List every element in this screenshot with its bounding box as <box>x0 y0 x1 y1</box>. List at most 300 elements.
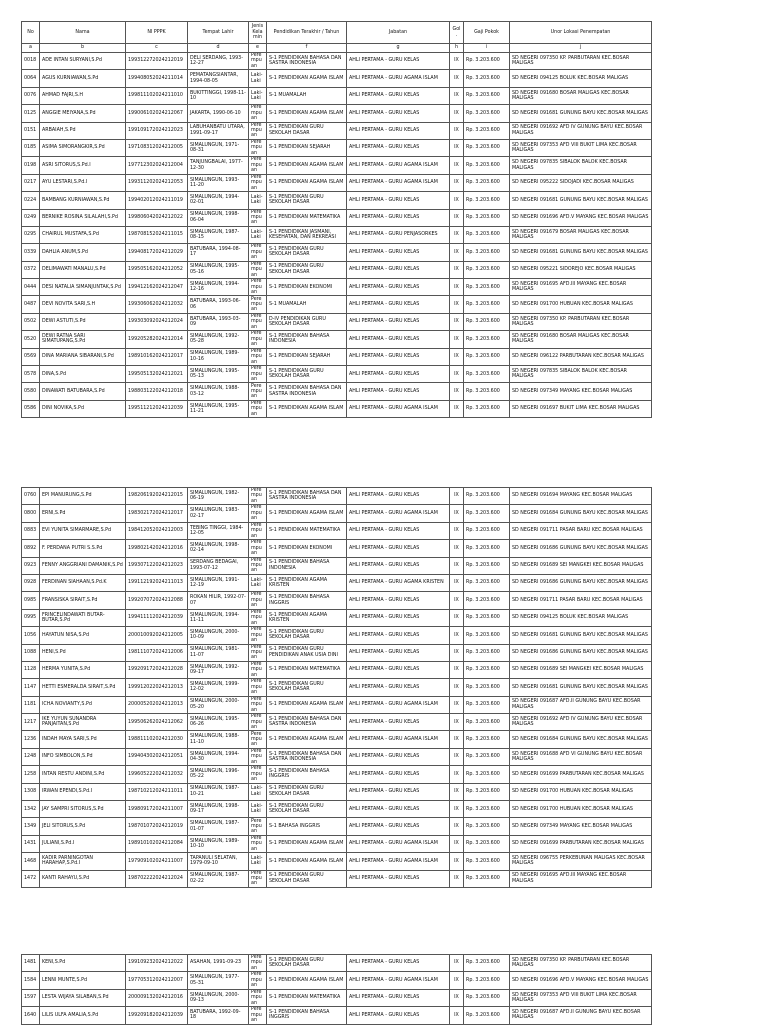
cell-ni-pppk: 198701072024212019 <box>126 818 188 835</box>
cell-unor: SD NEGERI 091686 GUNUNG BAYU KEC.BOSAR MALIGAS <box>510 644 652 661</box>
cell-pendidikan: S-1 PENDIDIKAN MATEMATIKA <box>267 209 347 226</box>
cell-tempat-lahir: SIMALUNGUN, 1996-05-22 <box>188 766 249 783</box>
cell-tempat-lahir: TANJUNGBALAI, 1977-12-30 <box>188 157 249 174</box>
cell-gol: IX <box>450 835 464 852</box>
table-row <box>22 853 652 870</box>
table-row <box>22 696 652 713</box>
cell-jenis-kelamin: Perempuan <box>249 331 267 348</box>
cell-nama: AHMAD FAJRI,S.H <box>40 87 126 104</box>
cell-ni-pppk: 198710212024211011 <box>126 783 188 800</box>
cell-nama: BAMBANG KURNIAWAN,S.Pd <box>40 192 126 209</box>
cell-no: 1431 <box>22 835 40 852</box>
cell-gol: IX <box>450 818 464 835</box>
cell-gol: IX <box>450 557 464 574</box>
table-row <box>22 557 652 574</box>
cell-gaji-pokok: Rp. 3.203.600 <box>464 644 510 661</box>
cell-no: 1088 <box>22 644 40 661</box>
table-row <box>22 192 652 209</box>
cell-gol: IX <box>450 331 464 348</box>
table-row <box>22 714 652 731</box>
cell-unor: SD NEGERI 091681 GUNUNG BAYU KEC.BOSAR MALIGAS <box>510 627 652 644</box>
cell-tempat-lahir: SIMALUNGUN, 1989-10-16 <box>188 348 249 365</box>
cell-jenis-kelamin: Perempuan <box>249 592 267 609</box>
cell-gaji-pokok: Rp. 3.203.600 <box>464 1007 510 1024</box>
cell-no: 0578 <box>22 366 40 383</box>
cell-pendidikan: S-1 PENDIDIKAN AGAMA ISLAM <box>267 70 347 87</box>
cell-no: 0760 <box>22 488 40 505</box>
cell-unor: SD NEGERI 097350 KP. PARBUTARAN KEC.BOSAR MALIGAS <box>510 53 652 70</box>
cell-jabatan: AHLI PERTAMA - GURU KELAS <box>347 801 450 818</box>
cell-jenis-kelamin: Laki-Laki <box>249 70 267 87</box>
table-row <box>22 139 652 156</box>
cell-ni-pppk: 199109172024212023 <box>126 122 188 139</box>
cell-jabatan: AHLI PERTAMA - GURU KELAS <box>347 714 450 731</box>
cell-tempat-lahir: SIMALUNGUN, 2000-05-20 <box>188 696 249 713</box>
cell-ni-pppk: 199605222024212032 <box>126 766 188 783</box>
cell-no: 1349 <box>22 818 40 835</box>
cell-ni-pppk: 199112192024211013 <box>126 574 188 591</box>
cell-jenis-kelamin: Perempuan <box>249 279 267 296</box>
cell-pendidikan: S-1 PENDIDIKAN GURU SEKOLAH DASAR <box>267 801 347 818</box>
cell-no: 1056 <box>22 627 40 644</box>
table-row <box>22 174 652 191</box>
cell-no: 0800 <box>22 505 40 522</box>
table-row <box>22 731 652 748</box>
cell-gaji-pokok: Rp. 3.203.600 <box>464 366 510 383</box>
table-row <box>22 383 652 400</box>
cell-ni-pppk: 199912022024212013 <box>126 679 188 696</box>
cell-unor: SD NEGERI 091711 PASAR BARU KEC.BOSAR MALIGAS <box>510 592 652 609</box>
cell-nama: INDAH MAYA SARI,S.Pd <box>40 731 126 748</box>
table-row <box>22 70 652 87</box>
cell-ni-pppk: 199408172024212029 <box>126 244 188 261</box>
cell-unor: SD NEGERI 091687 AFD.II GUNUNG BAYU KEC.BOSAR MALIGAS <box>510 696 652 713</box>
table-row <box>22 157 652 174</box>
cell-jenis-kelamin: Perempuan <box>249 1007 267 1024</box>
cell-jabatan: AHLI PERTAMA - GURU AGAMA ISLAM <box>347 505 450 522</box>
cell-jenis-kelamin: Perempuan <box>249 989 267 1006</box>
cell-tempat-lahir: BATUBARA, 1994-08-17 <box>188 244 249 261</box>
cell-pendidikan: S-1 PENDIDIKAN AGAMA ISLAM <box>267 400 347 417</box>
cell-jabatan: AHLI PERTAMA - GURU KELAS <box>347 540 450 557</box>
table-row <box>22 801 652 818</box>
cell-tempat-lahir: SIMALUNGUN, 1999-12-02 <box>188 679 249 696</box>
cell-nama: HETTI ESMERALDA SIRAIT,S.Pd <box>40 679 126 696</box>
cell-gaji-pokok: Rp. 3.203.600 <box>464 400 510 417</box>
cell-jabatan: AHLI PERTAMA - GURU KELAS <box>347 818 450 835</box>
cell-jabatan: AHLI PERTAMA - GURU KELAS <box>347 331 450 348</box>
cell-jabatan: AHLI PERTAMA - GURU AGAMA KRISTEN <box>347 574 450 591</box>
cell-jenis-kelamin: Perempuan <box>249 313 267 330</box>
cell-nama: ICHA NOVIANTY,S.Pd <box>40 696 126 713</box>
cell-gol: IX <box>450 522 464 539</box>
cell-tempat-lahir: SIMALUNGUN, 1981-11-07 <box>188 644 249 661</box>
cell-pendidikan: S-1 PENDIDIKAN BAHASA DAN SASTRA INDONESIA <box>267 714 347 731</box>
cell-gol: IX <box>450 505 464 522</box>
cell-gaji-pokok: Rp. 3.203.600 <box>464 139 510 156</box>
table-row <box>22 818 652 835</box>
cell-tempat-lahir: SIMALUNGUN, 1998-06-04 <box>188 209 249 226</box>
cell-gol: IX <box>450 105 464 122</box>
cell-jabatan: AHLI PERTAMA - GURU KELAS <box>347 296 450 313</box>
cell-no: 1248 <box>22 748 40 765</box>
cell-unor: SD NEGERI 091681 GUNUNG BAYU KEC.BOSAR MALIGAS <box>510 679 652 696</box>
cell-nama: LESTA WIJAYA SILABAN,S.Pd <box>40 989 126 1006</box>
table-page-2 <box>21 487 651 888</box>
cell-gol: IX <box>450 348 464 365</box>
cell-jenis-kelamin: Laki-Laki <box>249 853 267 870</box>
cell-unor: SD NEGERI 097353 AFD VIII BUKIT LIMA KEC.BOSAR MALIGAS <box>510 139 652 156</box>
table-row <box>22 105 652 122</box>
table-row <box>22 348 652 365</box>
cell-no: 0185 <box>22 139 40 156</box>
cell-nama: INFO SIMBOLON,S.Pd <box>40 748 126 765</box>
cell-jenis-kelamin: Perempuan <box>249 557 267 574</box>
cell-ni-pppk: 199307122024212023 <box>126 557 188 574</box>
cell-unor: SD NEGERI 091681 GUNUNG BAYU KEC.BOSAR MALIGAS <box>510 192 652 209</box>
cell-nama: DELIMAWATI MANALU,S.Pd <box>40 261 126 278</box>
cell-jabatan: AHLI PERTAMA - GURU KELAS <box>347 955 450 972</box>
cell-no: 0995 <box>22 609 40 626</box>
cell-jenis-kelamin: Laki-Laki <box>249 801 267 818</box>
cell-gol: IX <box>450 644 464 661</box>
cell-ni-pppk: 198111072024212006 <box>126 644 188 661</box>
cell-nama: DAHLIA ANUM,S.Pd <box>40 244 126 261</box>
cell-gol: IX <box>450 679 464 696</box>
cell-unor: SD NEGERI 091699 PARBUTARAN KEC.BOSAR MALIGAS <box>510 766 652 783</box>
cell-no: 1584 <box>22 972 40 989</box>
cell-ni-pppk: 199006102024212067 <box>126 105 188 122</box>
cell-jenis-kelamin: Perempuan <box>249 366 267 383</box>
cell-nama: JELI SITORUS,S.Pd <box>40 818 126 835</box>
cell-gaji-pokok: Rp. 3.203.600 <box>464 383 510 400</box>
cell-gol: IX <box>450 87 464 104</box>
cell-gaji-pokok: Rp. 3.203.600 <box>464 557 510 574</box>
cell-nama: JAY SAMPRI SITORUS,S.Pd <box>40 801 126 818</box>
cell-no: 1342 <box>22 801 40 818</box>
cell-no: 1217 <box>22 714 40 731</box>
cell-ni-pppk: 199408052024211014 <box>126 70 188 87</box>
cell-jabatan: AHLI PERTAMA - GURU KELAS <box>347 366 450 383</box>
cell-no: 0224 <box>22 192 40 209</box>
cell-pendidikan: S-1 PENDIDIKAN GURU SEKOLAH DASAR <box>267 679 347 696</box>
cell-tempat-lahir: BUKITTINGGI, 1998-11-10 <box>188 87 249 104</box>
cell-jabatan: AHLI PERTAMA - GURU KELAS <box>347 313 450 330</box>
cell-gaji-pokok: Rp. 3.203.600 <box>464 955 510 972</box>
cell-pendidikan: S-1 PENDIDIKAN AGAMA ISLAM <box>267 157 347 174</box>
cell-jenis-kelamin: Perempuan <box>249 870 267 887</box>
cell-jabatan: AHLI PERTAMA - GURU KELAS <box>347 139 450 156</box>
cell-no: 0339 <box>22 244 40 261</box>
cell-ni-pppk: 198302172024212017 <box>126 505 188 522</box>
cell-no: 0487 <box>22 296 40 313</box>
table-row <box>22 313 652 330</box>
cell-no: 0444 <box>22 279 40 296</box>
cell-nama: DINA,S.Pd <box>40 366 126 383</box>
cell-pendidikan: S-1 PENDIDIKAN MATEMATIKA <box>267 989 347 1006</box>
cell-tempat-lahir: SIMALUNGUN, 1989-10-10 <box>188 835 249 852</box>
cell-gol: IX <box>450 540 464 557</box>
header-jenis-kelamin: Jenis Kelamin <box>249 22 267 44</box>
cell-jenis-kelamin: Perempuan <box>249 105 267 122</box>
table-row <box>22 522 652 539</box>
cell-unor: SD NEGERI 091687 AFD.II GUNUNG BAYU KEC.BOSAR MALIGAS <box>510 1007 652 1024</box>
cell-gaji-pokok: Rp. 3.203.600 <box>464 87 510 104</box>
cell-nama: INTAN RESTU ANDINI,S.Pd <box>40 766 126 783</box>
cell-tempat-lahir: SIMALUNGUN, 1987-08-15 <box>188 226 249 243</box>
table-row <box>22 296 652 313</box>
cell-gol: IX <box>450 766 464 783</box>
cell-nama: KENI,S.Pd <box>40 955 126 972</box>
cell-jabatan: AHLI PERTAMA - GURU AGAMA ISLAM <box>347 731 450 748</box>
cell-jenis-kelamin: Perempuan <box>249 644 267 661</box>
cell-unor: SD NEGERI 091700 HUBUAN KEC.BOSAR MALIGAS <box>510 296 652 313</box>
cell-unor: SD NEGERI 091681 GUNUNG BAYU KEC.BOSAR MALIGAS <box>510 244 652 261</box>
cell-no: 1181 <box>22 696 40 713</box>
cell-tempat-lahir: SIMALUNGUN, 1988-03-12 <box>188 383 249 400</box>
cell-pendidikan: S-1 PENDIDIKAN SEJARAH <box>267 139 347 156</box>
cell-jenis-kelamin: Perempuan <box>249 244 267 261</box>
cell-pendidikan: S-1 PENDIDIKAN BAHASA INGGRIS <box>267 766 347 783</box>
cell-pendidikan: S-1 PENDIDIKAN AGAMA KRISTEN <box>267 574 347 591</box>
table-row <box>22 209 652 226</box>
cell-ni-pppk: 199311202024212053 <box>126 174 188 191</box>
cell-nama: LILIS ULFA AMALIA,S.Pd <box>40 1007 126 1024</box>
cell-gaji-pokok: Rp. 3.203.600 <box>464 157 510 174</box>
cell-jabatan: AHLI PERTAMA - GURU KELAS <box>347 609 450 626</box>
cell-gol: IX <box>450 209 464 226</box>
cell-jenis-kelamin: Perempuan <box>249 505 267 522</box>
cell-gaji-pokok: Rp. 3.203.600 <box>464 296 510 313</box>
cell-jenis-kelamin: Perempuan <box>249 955 267 972</box>
table-row <box>22 366 652 383</box>
cell-jenis-kelamin: Laki-Laki <box>249 192 267 209</box>
cell-jabatan: AHLI PERTAMA - GURU AGAMA ISLAM <box>347 174 450 191</box>
table-page-3 <box>21 954 651 1025</box>
cell-tempat-lahir: SIMALUNGUN, 1998-09-17 <box>188 801 249 818</box>
pppk-table <box>21 954 652 1025</box>
cell-no: 0125 <box>22 105 40 122</box>
cell-gaji-pokok: Rp. 3.203.600 <box>464 192 510 209</box>
cell-tempat-lahir: SIMALUNGUN, 1995-06-26 <box>188 714 249 731</box>
cell-tempat-lahir: LABUHANBATU UTARA, 1991-09-17 <box>188 122 249 139</box>
cell-pendidikan: S-1 PENDIDIKAN MATEMATIKA <box>267 522 347 539</box>
table-row <box>22 540 652 557</box>
cell-jenis-kelamin: Perempuan <box>249 540 267 557</box>
table-row <box>22 835 652 852</box>
cell-nama: ANGGIE MEIYANA,S.Pd <box>40 105 126 122</box>
cell-tempat-lahir: SIMALUNGUN, 1995-05-13 <box>188 366 249 383</box>
cell-unor: SD NEGERI 097349 MAYANG KEC.BOSAR MALIGAS <box>510 383 652 400</box>
cell-nama: DINAWATI BATUBARA,S.Pd <box>40 383 126 400</box>
cell-jenis-kelamin: Perempuan <box>249 696 267 713</box>
cell-ni-pppk: 197712302024212004 <box>126 157 188 174</box>
cell-no: 0586 <box>22 400 40 417</box>
table-row <box>22 53 652 70</box>
cell-nama: FRANSISKA SIRAIT,S.Pd <box>40 592 126 609</box>
cell-jenis-kelamin: Perempuan <box>249 139 267 156</box>
cell-jabatan: AHLI PERTAMA - GURU KELAS <box>347 870 450 887</box>
table-page-1 <box>21 21 651 418</box>
cell-ni-pppk: 198702222024212024 <box>126 870 188 887</box>
table-row <box>22 661 652 678</box>
cell-jenis-kelamin: Perempuan <box>249 835 267 852</box>
cell-gol: IX <box>450 731 464 748</box>
cell-unor: SD NEGERI 091692 AFD IV GUNUNG BAYU KEC.BOSAR MALIGAS <box>510 714 652 731</box>
cell-unor: SD NEGERI 091680 BOSAR MALIGAS KEC.BOSAR MALIGAS <box>510 87 652 104</box>
header-pendidikan: Pendidikan Terakhir / Tahun <box>267 22 347 44</box>
cell-tempat-lahir: SIMALUNGUN, 1993-11-20 <box>188 174 249 191</box>
cell-gaji-pokok: Rp. 3.203.600 <box>464 122 510 139</box>
cell-pendidikan: S-1 PENDIDIKAN BAHASA INDONESIA <box>267 557 347 574</box>
index-cell: h <box>450 44 464 53</box>
cell-jabatan: AHLI PERTAMA - GURU KELAS <box>347 348 450 365</box>
cell-no: 1128 <box>22 661 40 678</box>
cell-unor: SD NEGERI 091686 GUNUNG BAYU KEC.BOSAR MALIGAS <box>510 574 652 591</box>
table-body <box>22 488 652 888</box>
header-ni-pppk: NI PPPK <box>126 22 188 44</box>
cell-pendidikan: S-1 PENDIDIKAN BAHASA DAN SASTRA INDONESIA <box>267 748 347 765</box>
cell-jenis-kelamin: Perempuan <box>249 122 267 139</box>
cell-gol: IX <box>450 592 464 609</box>
cell-gaji-pokok: Rp. 3.203.600 <box>464 661 510 678</box>
cell-tempat-lahir: ROKAN HILIR, 1992-07-07 <box>188 592 249 609</box>
cell-pendidikan: S-1 PENDIDIKAN GURU PENDIDIKAN ANAK USIA DINI <box>267 644 347 661</box>
cell-unor: SD NEGERI 091699 PARBUTARAN KEC.BOSAR MALIGAS <box>510 835 652 852</box>
cell-jenis-kelamin: Perempuan <box>249 714 267 731</box>
cell-no: 0198 <box>22 157 40 174</box>
table-row <box>22 989 652 1006</box>
cell-gol: IX <box>450 261 464 278</box>
cell-tempat-lahir: SIMALUNGUN, 1991-12-19 <box>188 574 249 591</box>
cell-no: 1308 <box>22 783 40 800</box>
cell-unor: SD NEGERI 091684 GUNUNG BAYU KEC.BOSAR MALIGAS <box>510 505 652 522</box>
cell-gol: IX <box>450 1007 464 1024</box>
cell-jenis-kelamin: Perempuan <box>249 748 267 765</box>
cell-jabatan: AHLI PERTAMA - GURU AGAMA ISLAM <box>347 696 450 713</box>
cell-gaji-pokok: Rp. 3.203.600 <box>464 244 510 261</box>
index-cell: a <box>22 44 40 53</box>
cell-tempat-lahir: TEBING TINGGI, 1984-12-05 <box>188 522 249 539</box>
cell-unor: SD NEGERI 091696 AFD.V MAYANG KEC.BOSAR MALIGAS <box>510 209 652 226</box>
cell-unor: SD NEGERI 094125 BOLUK KEC.BOSAR MALIGAS <box>510 609 652 626</box>
cell-gaji-pokok: Rp. 3.203.600 <box>464 835 510 852</box>
cell-no: 0520 <box>22 331 40 348</box>
table-row <box>22 400 652 417</box>
cell-tempat-lahir: SIMALUNGUN, 2000-09-13 <box>188 989 249 1006</box>
cell-no: 0580 <box>22 383 40 400</box>
cell-ni-pppk: 198910102024212084 <box>126 835 188 852</box>
cell-nama: ASRI SITORUS,S.Pd.I <box>40 157 126 174</box>
cell-nama: AGUS KURNIAWAN,S.Pd <box>40 70 126 87</box>
cell-pendidikan: S-1 PENDIDIKAN MATEMATIKA <box>267 661 347 678</box>
cell-pendidikan: D-IV PENDIDIKAN GURU SEKOLAH DASAR <box>267 313 347 330</box>
cell-ni-pppk: 200009132024212016 <box>126 989 188 1006</box>
cell-unor: SD NEGERI 091681 GUNUNG BAYU KEC.BOSAR MALIGAS <box>510 105 652 122</box>
cell-gaji-pokok: Rp. 3.203.600 <box>464 783 510 800</box>
cell-gol: IX <box>450 661 464 678</box>
cell-jenis-kelamin: Laki-Laki <box>249 783 267 800</box>
table-row <box>22 574 652 591</box>
cell-jabatan: AHLI PERTAMA - GURU AGAMA ISLAM <box>347 157 450 174</box>
cell-jabatan: AHLI PERTAMA - GURU KELAS <box>347 679 450 696</box>
cell-gol: IX <box>450 627 464 644</box>
cell-nama: KADIR PARNINGOTAN HARAHAP,S.Pd.I <box>40 853 126 870</box>
cell-gaji-pokok: Rp. 3.203.600 <box>464 331 510 348</box>
cell-pendidikan: S-1 MUAMALAH <box>267 296 347 313</box>
cell-nama: IRWAN EPENDI,S.Pd.I <box>40 783 126 800</box>
cell-gaji-pokok: Rp. 3.203.600 <box>464 801 510 818</box>
cell-tempat-lahir: TAPANULI SELATAN, 1979-09-10 <box>188 853 249 870</box>
cell-gaji-pokok: Rp. 3.203.600 <box>464 748 510 765</box>
cell-tempat-lahir: DELI SERDANG, 1993-12-27 <box>188 53 249 70</box>
cell-jabatan: AHLI PERTAMA - GURU KELAS <box>347 766 450 783</box>
cell-jabatan: AHLI PERTAMA - GURU KELAS <box>347 661 450 678</box>
cell-unor: SD NEGERI 091679 BOSAR MALIGAS KEC.BOSAR MALIGAS <box>510 226 652 243</box>
cell-no: 1597 <box>22 989 40 1006</box>
cell-nama: F. PERDANA PUTRI S.S.Pd <box>40 540 126 557</box>
cell-tempat-lahir: SIMALUNGUN, 1992-09-17 <box>188 661 249 678</box>
cell-gol: IX <box>450 488 464 505</box>
cell-ni-pppk: 197705312024212007 <box>126 972 188 989</box>
cell-jabatan: AHLI PERTAMA - GURU KELAS <box>347 279 450 296</box>
cell-ni-pppk: 199109232024212022 <box>126 955 188 972</box>
cell-unor: SD NEGERI 091680 BOSAR MALIGAS KEC.BOSAR MALIGAS <box>510 331 652 348</box>
cell-ni-pppk: 198910162024212017 <box>126 348 188 365</box>
cell-gol: IX <box>450 801 464 818</box>
cell-jabatan: AHLI PERTAMA - GURU KELAS <box>347 989 450 1006</box>
cell-tempat-lahir: SIMALUNGUN, 1998-02-14 <box>188 540 249 557</box>
cell-unor: SD NEGERI 091684 GUNUNG BAYU KEC.BOSAR MALIGAS <box>510 731 652 748</box>
cell-jenis-kelamin: Perempuan <box>249 972 267 989</box>
cell-no: 1472 <box>22 870 40 887</box>
index-cell: c <box>126 44 188 53</box>
cell-jabatan: AHLI PERTAMA - GURU KELAS <box>347 488 450 505</box>
cell-ni-pppk: 199209182024212039 <box>126 1007 188 1024</box>
cell-gaji-pokok: Rp. 3.203.600 <box>464 279 510 296</box>
cell-pendidikan: S-1 MUAMALAH <box>267 87 347 104</box>
cell-gaji-pokok: Rp. 3.203.600 <box>464 488 510 505</box>
cell-no: 0076 <box>22 87 40 104</box>
cell-gol: IX <box>450 972 464 989</box>
cell-jabatan: AHLI PERTAMA - GURU KELAS <box>347 53 450 70</box>
cell-pendidikan: S-1 PENDIDIKAN AGAMA KRISTEN <box>267 609 347 626</box>
cell-tempat-lahir: SIMALUNGUN, 1982-06-19 <box>188 488 249 505</box>
cell-nama: KANTI RAHAYU,S.Pd <box>40 870 126 887</box>
cell-nama: AYU LESTARI,S.Pd.I <box>40 174 126 191</box>
cell-unor: SD NEGERI 091700 HUBUAN KEC.BOSAR MALIGAS <box>510 801 652 818</box>
cell-nama: BERNIKE ROSINA SILALAHI,S.Pd <box>40 209 126 226</box>
cell-ni-pppk: 199506262024212062 <box>126 714 188 731</box>
cell-nama: ERNI,S.Pd <box>40 505 126 522</box>
cell-unor: SD NEGERI 091686 GUNUNG BAYU KEC.BOSAR MALIGAS <box>510 540 652 557</box>
cell-ni-pppk: 199809172024211007 <box>126 801 188 818</box>
cell-unor: SD NEGERI 091688 AFD VI GUNUNG BAYU KEC.BOSAR MALIGAS <box>510 748 652 765</box>
cell-jabatan: AHLI PERTAMA - GURU AGAMA ISLAM <box>347 972 450 989</box>
cell-gaji-pokok: Rp. 3.203.600 <box>464 731 510 748</box>
index-row <box>22 44 652 53</box>
cell-nama: DEWI ASTUTI,S.Pd <box>40 313 126 330</box>
index-cell: g <box>347 44 450 53</box>
header-no: No <box>22 22 40 44</box>
cell-ni-pppk: 199402012024211019 <box>126 192 188 209</box>
cell-gaji-pokok: Rp. 3.203.600 <box>464 540 510 557</box>
cell-pendidikan: S-1 PENDIDIKAN AGAMA ISLAM <box>267 105 347 122</box>
cell-jenis-kelamin: Perempuan <box>249 731 267 748</box>
cell-jenis-kelamin: Perempuan <box>249 818 267 835</box>
cell-nama: ARBAIAH,S.Pd <box>40 122 126 139</box>
table-row <box>22 748 652 765</box>
